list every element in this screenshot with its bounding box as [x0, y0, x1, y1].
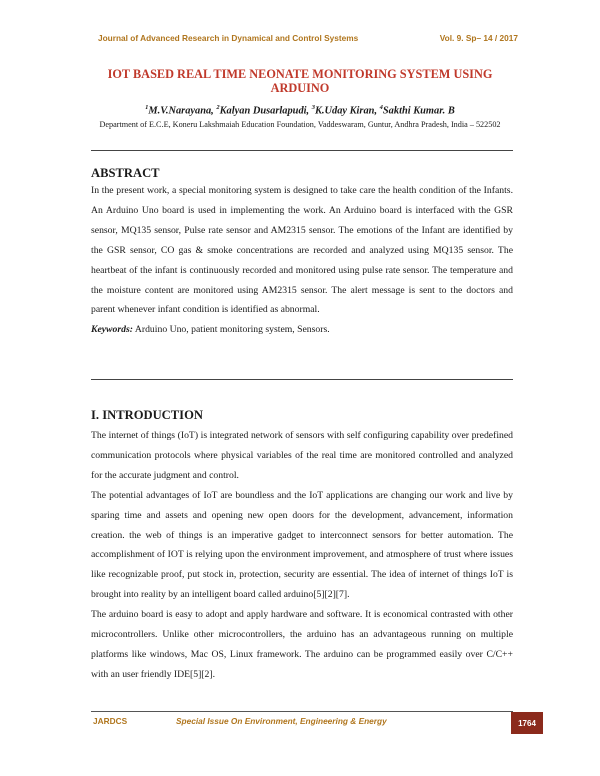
author-list [60, 104, 540, 116]
intro-paragraph: The internet of things (IoT) is integrated network of sensors with self configuring capability over predefined communication protocols where physical variables of the real time are monitored controlled and analyzed for the accurate judgment and control. [91, 430, 513, 481]
divider-top [91, 150, 513, 151]
keywords-label: Keywords: [91, 324, 133, 336]
author-name: Kalyan Dusarlapudi, [219, 105, 312, 117]
introduction-heading: I. INTRODUCTION [91, 408, 203, 422]
introduction-body [91, 426, 513, 685]
keywords-line [91, 320, 513, 340]
author-index: 4 [379, 104, 383, 111]
author-name: Sakthi Kumar. B [382, 105, 455, 117]
volume-info: Vol. 9. Sp– 14 / 2017 [439, 33, 518, 43]
divider-bottom [91, 379, 513, 380]
footer-journal-abbrev: JARDCS [93, 716, 128, 726]
footer-issue: Special Issue On Environment, Engineering & Energy [176, 716, 387, 726]
page-number: 1764 [511, 712, 543, 734]
abstract-body [91, 181, 513, 340]
intro-paragraph: The arduino board is easy to adopt and apply hardware and software. It is economical contrasted with other microcontrollers. Unlike other microcontrollers, the arduino has an advantageous running on multiple platforms like windows, Mac OS, Linux framework. The arduino can be programmed easily over C/C++ with an user friendly IDE[5][2]. [91, 609, 513, 680]
author-index: 3 [311, 104, 315, 111]
abstract-text: In the present work, a special monitoring system is designed to take care the health condition of the Infants. An Arduino Uno board is used in implementing the work. An Arduino board is interfaced with the GSR sensor, MQ135 sensor, Pulse rate sensor and AM2315 sensor. The emotions of the Infant are identified by the GSR sensor, CO gas & smoke concentrations are recorded and analyzed using MQ135 sensor. The heartbeat of the infant is continuously recorded and monitored using pulse rate sensor. The temperature and the moisture content are monitored using AM2315 sensor. The alert message is sent to the doctors and parent whenever infant condition is identified as abnormal. [91, 185, 513, 316]
paper-title: IOT BASED REAL TIME NEONATE MONITORING SYSTEM USING ARDUINO [107, 67, 493, 95]
keywords-text: Arduino Uno, patient monitoring system, Sensors. [132, 324, 330, 336]
author-index: 2 [216, 104, 220, 111]
footer-divider [91, 711, 513, 712]
author-name: M.V.Narayana, [148, 105, 217, 117]
intro-paragraph: The potential advantages of IoT are boundless and the IoT applications are changing our work and live by sparing time and assets and opening new open doors for the development, advancement, information creation. the web of things is an imperative gadget to interconnect sensors for better automation. The accomplishment of IOT is relying upon the environment improvement, and atmosphere of trust where issues like recognizable proof, put stock in, protection, security are essential. The idea of internet of things IoT is brought into reality by an intelligent board called arduino[5][2][7]. [91, 489, 513, 601]
abstract-heading: ABSTRACT [91, 166, 160, 180]
affiliation: Department of E.C.E, Koneru Lakshmaiah Education Foundation, Vaddeswaram, Guntur, Andhra Pradesh, India – 522502 [99, 120, 501, 129]
journal-name: Journal of Advanced Research in Dynamical and Control Systems [98, 33, 359, 43]
author-name: K.Uday Kiran, [314, 105, 380, 117]
running-header [98, 33, 518, 43]
author-index: 1 [145, 104, 149, 111]
